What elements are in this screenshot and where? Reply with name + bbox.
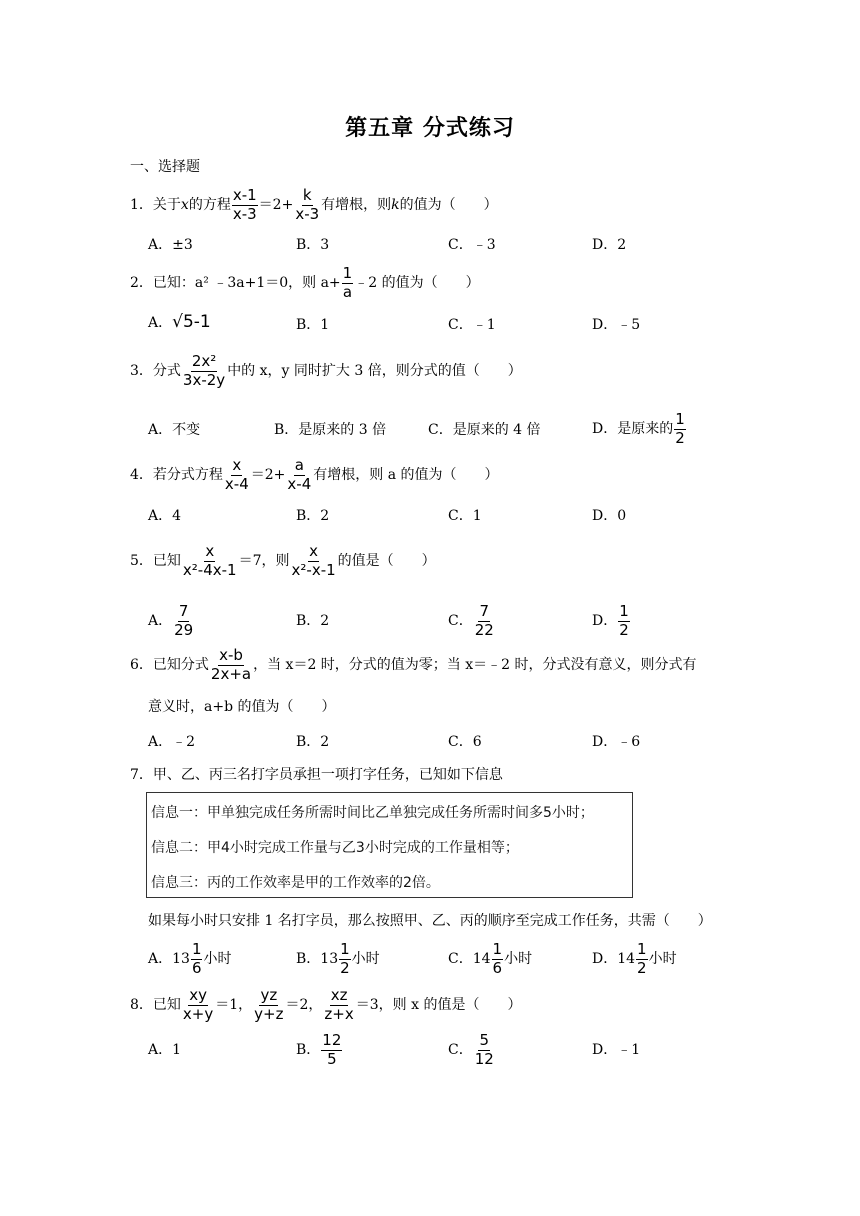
q1-option-a: A．±3 <box>148 237 193 253</box>
q2-suffix: ﹣2 的值为（ ） <box>354 275 480 292</box>
q6-option-d: D．﹣6 <box>592 734 641 750</box>
q1-mid1: 的方程 <box>188 197 231 214</box>
question-3 <box>130 354 522 389</box>
q7-option-c: C．14 $\frac{1}{6}$ 小时 <box>448 940 533 977</box>
q1-mid3: 有增根，则 <box>321 197 392 214</box>
q4-suffix: 有增根，则 a 的值为（ ） <box>313 467 499 484</box>
q4-prefix: 4．若分式方程 <box>130 467 223 484</box>
page-title: 第五章 分式练习 <box>345 116 515 141</box>
q6-fraction: $\frac{x-b}{2x+a}$ <box>210 646 252 683</box>
q8-fraction-2: $\frac{yz}{y+z}$ <box>254 986 284 1023</box>
q6-option-a: A．﹣2 <box>148 734 196 750</box>
q1-var2: k <box>391 197 400 214</box>
q8-option-b: B． $\frac{12}{5}$ <box>296 1031 342 1068</box>
q4-fraction-1: $\frac{x}{x-4}$ <box>224 456 249 493</box>
q2-option-b: B．1 <box>296 317 330 333</box>
q7-line-2: 如果每小时只安排 1 名打字员，那么按照甲、乙、丙的顺序至完成工作任务，共需（ ） <box>148 913 712 929</box>
q7-option-b: B．13 $\frac{1}{2}$ 小时 <box>296 940 380 977</box>
q2-fraction: $\frac{1}{a}$ <box>342 264 353 301</box>
q8-option-a: A．1 <box>148 1042 182 1058</box>
question-6 <box>130 648 697 683</box>
q3-prefix: 3．分式 <box>130 363 181 380</box>
q8-option-d: D．﹣1 <box>592 1042 641 1058</box>
q6-line-2: 意义时，a+b 的值为（ ） <box>148 699 336 715</box>
q5-mid: ＝7，则 <box>238 553 290 570</box>
question-4 <box>130 458 499 493</box>
q5-fraction-1: $\frac{x}{\text{x²-4x-1}}$ <box>182 542 237 579</box>
info-box <box>146 792 633 898</box>
q5-option-b: B．2 <box>296 613 330 629</box>
question-2 <box>130 266 480 301</box>
q5-prefix: 5．已知 <box>130 553 181 570</box>
q8-suffix: ＝3，则 x 的值是（ ） <box>355 997 522 1014</box>
question-8 <box>130 988 521 1023</box>
q1-prefix: 1．关于 <box>130 197 181 214</box>
q1-fraction-1: $\frac{x-1}{x-3}$ <box>232 186 257 223</box>
q7-option-d: D．14 $\frac{1}{2}$ 小时 <box>592 940 677 977</box>
q5-option-d: D． $\frac{1}{2}$ <box>592 602 629 639</box>
q4-option-a: A．4 <box>148 508 182 524</box>
info-line-3: 信息三：丙的工作效率是甲的工作效率的2倍。 <box>151 875 440 891</box>
q3-option-a: A．不变 <box>148 422 201 438</box>
q2-option-c: C．﹣1 <box>448 317 496 333</box>
q2-prefix: 2．已知： <box>130 275 195 292</box>
q4-fraction-2: $\frac{a}{x-4}$ <box>287 456 312 493</box>
q1-option-c: C．﹣3 <box>448 237 496 253</box>
q8-fraction-1: $\frac{xy}{x+y}$ <box>182 986 214 1023</box>
q6-suffix: ，当 x＝2 时，分式的值为零；当 x＝﹣2 时，分式没有意义，则分式有 <box>253 657 697 674</box>
q3-suffix: 中的 x，y 同时扩大 3 倍，则分式的值（ ） <box>227 363 522 380</box>
q7-option-a: A．13 $\frac{1}{6}$ 小时 <box>148 940 232 977</box>
info-line-2: 信息二：甲4小时完成工作量与乙3小时完成的工作量相等； <box>151 840 519 856</box>
question-5 <box>130 544 436 579</box>
q3-fraction: $\frac{\text{2x²}}{3x-2y}$ <box>182 352 226 389</box>
q5-fraction-2: $\frac{x}{\text{x²-x-1}}$ <box>291 542 336 579</box>
q2-option-a: A． √5-1 <box>148 312 211 332</box>
q2-option-d: D．﹣5 <box>592 317 641 333</box>
q8-prefix: 8．已知 <box>130 997 181 1014</box>
q8-option-c: C． $\frac{5}{12}$ <box>448 1031 494 1068</box>
q4-mid: ＝2+ <box>250 467 286 484</box>
q6-option-b: B．2 <box>296 734 330 750</box>
question-7: 7．甲、乙、丙三名打字员承担一项打字任务，已知如下信息 <box>130 767 503 783</box>
q2-expr: a² ﹣3a+1＝0，则 a+ <box>194 275 341 292</box>
q3-option-d: D．是原来的 $\frac{1}{2}$ <box>592 410 685 447</box>
q3-option-c: C．是原来的 4 倍 <box>428 422 541 438</box>
q5-option-c: C． $\frac{7}{22}$ <box>448 602 494 639</box>
q6-prefix: 6．已知分式 <box>130 657 209 674</box>
q1-var: x <box>180 197 189 214</box>
q1-mid2: ＝2+ <box>258 197 294 214</box>
q1-fraction-2: $\frac{k}{x-3}$ <box>295 186 320 223</box>
q1-suffix: 的值为（ ） <box>399 197 498 214</box>
info-line-1: 信息一：甲单独完成任务所需时间比乙单独完成任务所需时间多5小时； <box>151 805 594 821</box>
q4-option-d: D．0 <box>592 508 627 524</box>
q6-option-c: C．6 <box>448 734 482 750</box>
q8-mid1: ＝1， <box>215 997 253 1014</box>
question-1 <box>130 188 498 223</box>
q8-fraction-3: $\frac{xz}{z+x}$ <box>324 986 354 1023</box>
q8-mid2: ＝2， <box>285 997 323 1014</box>
section-heading: 一、选择题 <box>130 159 200 175</box>
q3-option-b: B．是原来的 3 倍 <box>274 422 387 438</box>
q4-option-b: B．2 <box>296 508 330 524</box>
q5-option-a: A． $\frac{7}{29}$ <box>148 602 194 639</box>
q5-suffix: 的值是（ ） <box>337 553 436 570</box>
q1-option-b: B．3 <box>296 237 330 253</box>
q4-option-c: C．1 <box>448 508 482 524</box>
q1-option-d: D．2 <box>592 237 627 253</box>
sqrt-expression: √5-1 <box>172 312 211 332</box>
